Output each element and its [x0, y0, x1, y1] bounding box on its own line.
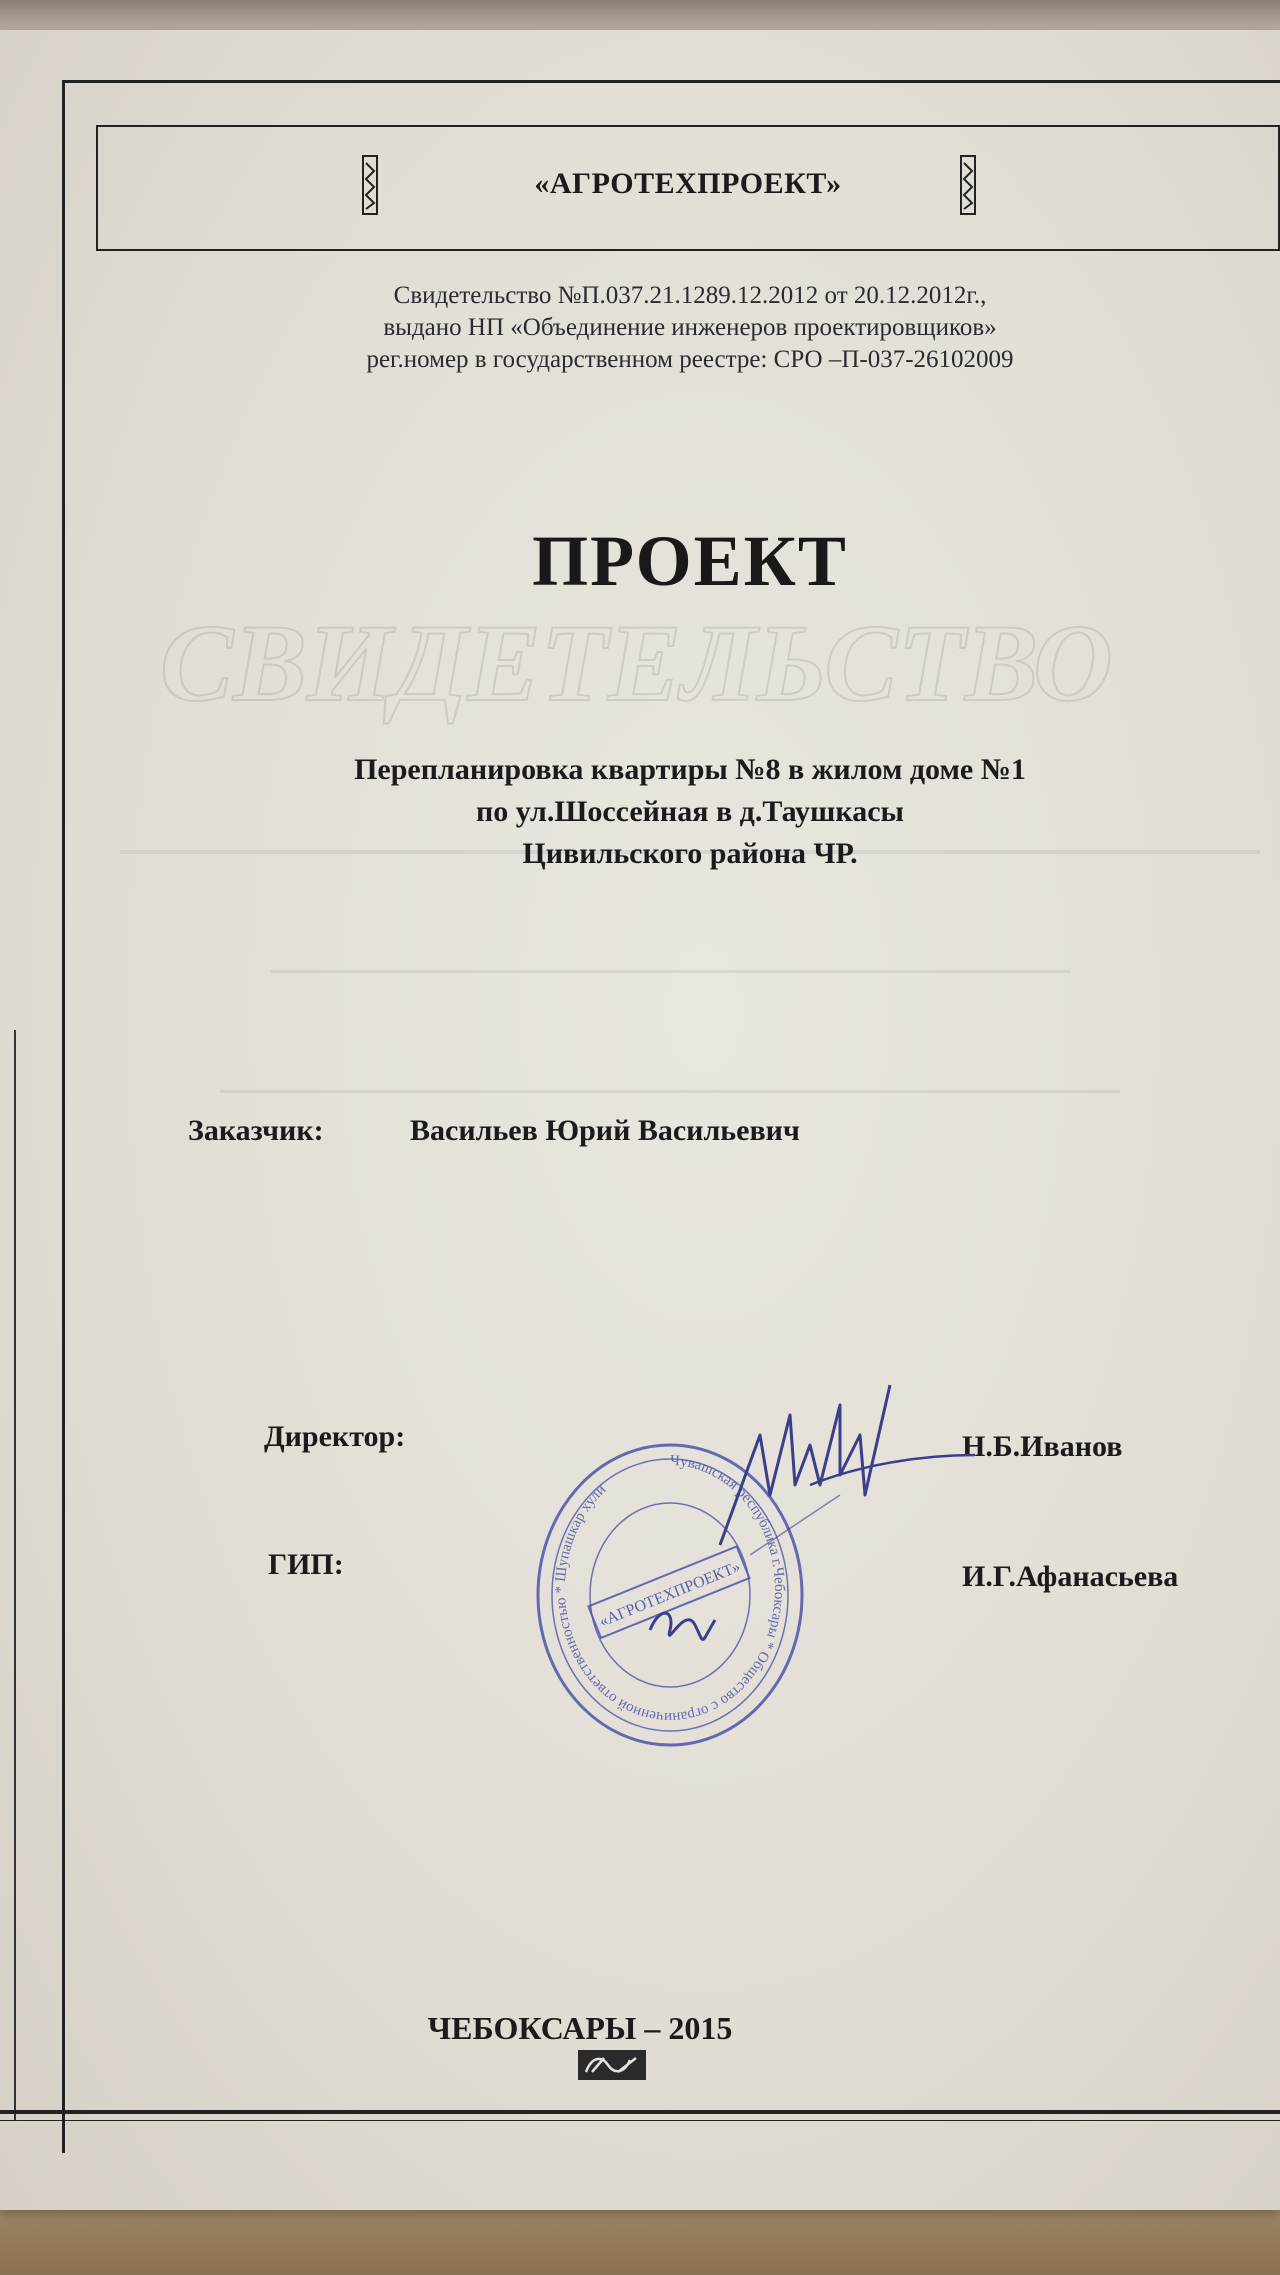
- director-name: Н.Б.Иванов: [962, 1430, 1123, 1463]
- customer-label: Заказчик:: [188, 1114, 324, 1147]
- company-name: «АГРОТЕХПРОЕКТ»: [534, 167, 842, 200]
- company-header-box: [96, 125, 1280, 251]
- page-frame-bottom-rule: [0, 2110, 1280, 2114]
- page-frame-left-edge: [14, 1030, 16, 2120]
- gip-name: И.Г.Афанасьева: [962, 1560, 1179, 1593]
- project-subject-line-3: Цивильского района ЧР.: [522, 837, 858, 870]
- page-frame-bottom-rule-thin: [0, 2120, 1280, 2121]
- gip-label: ГИП:: [268, 1548, 344, 1581]
- svg-text:СВИДЕТЕЛЬСТВО: СВИДЕТЕЛЬСТВО: [160, 602, 1113, 724]
- project-subject-line-2: по ул.Шоссейная в д.Таушкасы: [476, 795, 904, 828]
- document-page: [0, 30, 1280, 2210]
- certificate-line-2: выдано НП «Объединение инженеров проектировщиков»: [383, 314, 997, 341]
- director-label: Директор:: [264, 1420, 406, 1453]
- document-title: ПРОЕКТ: [532, 521, 848, 601]
- project-subject-line-1: Перепланировка квартиры №8 в жилом доме №1: [354, 753, 1026, 786]
- seal-ring-text: Чувашская республика г.Чебоксары * Общество с ограниченной ответственностью * Шупашкар хули: [552, 1452, 787, 1726]
- seal-center-text: «АГРОТЕХПРОЕКТ»: [596, 1558, 743, 1631]
- company-logo-icon: [578, 2050, 646, 2080]
- city-year: ЧЕБОКСАРЫ – 2015: [427, 2010, 733, 2046]
- certificate-line-3: рег.номер в государственном реестре: СРО –П-037-26102009: [366, 346, 1014, 373]
- customer-name: Васильев Юрий Васильевич: [410, 1114, 800, 1147]
- director-signature: [690, 1375, 980, 1565]
- ornament-icon: [960, 155, 976, 215]
- certificate-line-1: Свидетельство №П.037.21.1289.12.2012 от 20.12.2012г.,: [393, 282, 987, 309]
